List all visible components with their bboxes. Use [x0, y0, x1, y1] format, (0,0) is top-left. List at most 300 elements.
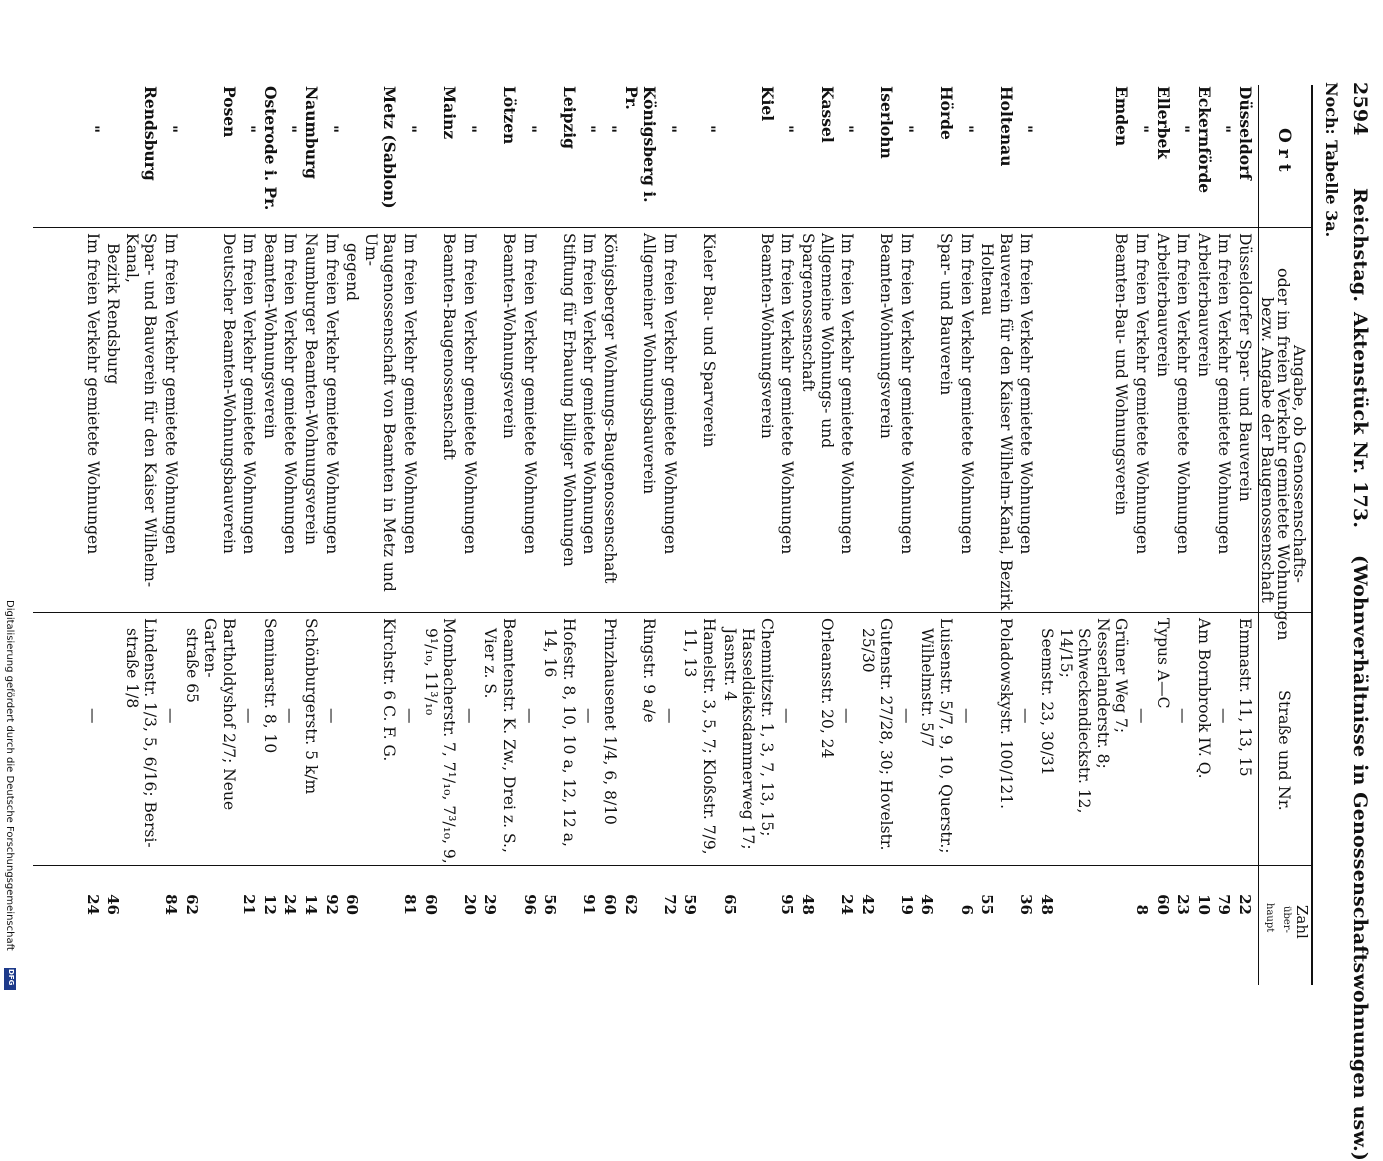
ort-cell: Holtenau — [996, 86, 1016, 167]
angabe-cell — [459, 227, 480, 612]
angabe-cell — [579, 227, 600, 612]
ort-cell: " — [957, 125, 977, 134]
ort-cell: " — [660, 125, 680, 134]
zahl-cell: 12 — [260, 894, 279, 915]
ort-cell: " — [601, 125, 620, 134]
strasse-line: — — [778, 708, 797, 724]
zahl-cell: 48 — [798, 894, 817, 915]
strasse-cell — [1214, 612, 1235, 865]
strasse-cell — [399, 612, 420, 865]
ort-cell: " — [1174, 125, 1194, 134]
strasse-line: Vier z. S. — [481, 628, 500, 699]
ort-cell: " — [778, 125, 798, 134]
strasse-cell — [977, 612, 1016, 865]
ort-cell: Ellerbek — [1153, 86, 1173, 160]
strasse-cell — [599, 612, 620, 865]
angabe-cell — [1214, 227, 1235, 612]
ort-cell: Iserlohn — [877, 86, 897, 159]
angabe-line: Arbeiterbauverein — [1194, 233, 1213, 378]
ort-cell: Kassel — [817, 86, 837, 143]
strasse-line: — — [1174, 708, 1193, 724]
zahl-cell: 95 — [778, 894, 797, 915]
table-row — [896, 85, 917, 985]
ort-cell: Naumburg — [302, 86, 322, 179]
angabe-line: Stiftung für Erbauung billiger Wohnungen — [559, 233, 578, 567]
zahl-cell: 55 — [978, 894, 997, 915]
strasse-line: — — [1017, 708, 1036, 724]
strasse-cell — [519, 612, 540, 865]
strasse-cell — [459, 612, 480, 865]
strasse-line: Grüner Weg 7; Nesserlanderstr. 8; — [1093, 618, 1131, 769]
table-row — [1131, 85, 1152, 985]
page-number: 2594 — [1349, 82, 1371, 136]
header-angabe-line3: bezw. Angabe der Baugenossenschaft — [1258, 297, 1277, 603]
angabe-line: Beamten-Wohnungsverein — [260, 233, 279, 439]
zahl-cell: 24 — [838, 894, 857, 915]
strasse-line: Chemnitzstr. 1, 3, 7, 13, 15; — [757, 618, 776, 837]
zahl-cell: 96 — [520, 894, 539, 915]
angabe-cell — [680, 227, 719, 612]
strasse-line: 14, 16 — [541, 628, 560, 678]
angabe-cell — [977, 227, 1016, 612]
table-row — [519, 85, 540, 985]
ort-cell: " — [240, 125, 260, 134]
strasse-line: — — [401, 708, 420, 724]
angabe-cell — [620, 227, 659, 612]
zahl-cell: 56 — [541, 894, 560, 915]
table-row — [857, 85, 896, 985]
table-row — [620, 85, 659, 985]
table-row — [659, 85, 680, 985]
strasse-line: Poladowskystr. 100/121. — [996, 618, 1015, 810]
header-angabe-line1: Angabe, ob Genossenschafts- — [1290, 345, 1309, 583]
table-row — [1193, 85, 1214, 985]
strasse-cell — [103, 612, 161, 865]
zahl-cell: 62 — [182, 894, 201, 915]
strasse-cell — [1036, 612, 1131, 865]
strasse-line: straße 65 — [182, 628, 201, 704]
table-row — [103, 85, 161, 985]
zahl-cell: 6 — [957, 904, 976, 915]
ort-cell: Metz (Sablon) — [380, 86, 400, 209]
ort-cell: " — [1017, 125, 1037, 134]
table-row — [301, 85, 322, 985]
table-row — [797, 85, 836, 985]
table-row — [259, 85, 280, 985]
ort-cell: " — [520, 125, 540, 134]
strasse-cell — [857, 612, 896, 865]
angabe-cell — [896, 227, 917, 612]
angabe-line: Allgemeiner Wohnungsbauverein — [640, 233, 659, 495]
zahl-cell: 84 — [161, 894, 180, 915]
header-ueberhaupt-2: haupt — [1264, 903, 1275, 933]
angabe-cell — [480, 227, 519, 612]
strasse-line: Am Bornbrook IV. Q. — [1194, 618, 1213, 779]
angabe-line: Beamten-Baugenossenschaft — [440, 233, 459, 461]
zahl-cell: 60 — [1153, 894, 1172, 915]
zahl-cell: 92 — [322, 894, 341, 915]
ort-cell: " — [1215, 125, 1235, 134]
strasse-line: Bartholdyshof 2/7; Neue Garten- — [201, 618, 238, 811]
strasse-line: Wilhelmstr. 5/7 — [918, 628, 937, 748]
angabe-line: Kieler Bau- und Sparverein — [699, 233, 718, 448]
strasse-cell — [1016, 612, 1037, 865]
angabe-line: Im freien Verkehr gemietete Wohnungen — [1174, 233, 1193, 555]
ort-cell: " — [83, 125, 103, 134]
strasse-line: — — [240, 708, 259, 724]
strasse-cell — [956, 612, 977, 865]
angabe-cell — [301, 227, 322, 612]
angabe-cell — [82, 227, 103, 612]
angabe-cell — [1152, 227, 1173, 612]
table-row — [399, 85, 420, 985]
angabe-cell — [857, 227, 896, 612]
strasse-line: Kirchstr. 6 C. F. G. — [380, 618, 399, 762]
angabe-line: Im freien Verkehr gemietete Wohnungen — [897, 233, 916, 555]
table-row — [480, 85, 519, 985]
strasse-line: Typus A—C — [1153, 618, 1172, 709]
journal-title: Reichstag. — [1349, 188, 1371, 303]
zahl-cell: 19 — [897, 894, 916, 915]
ort-cell: " — [699, 125, 719, 134]
angabe-line: Beamten-Wohnungsverein — [500, 233, 519, 439]
ort-cell: Emden — [1112, 86, 1132, 147]
table-row — [239, 85, 260, 985]
zahl-cell: 22 — [1236, 894, 1254, 915]
strasse-cell — [239, 612, 260, 865]
angabe-cell — [917, 227, 956, 612]
angabe-line: Im freien Verkehr gemietete Wohnungen — [161, 233, 180, 555]
strasse-line: 25/30 — [858, 628, 877, 673]
angabe-cell — [321, 227, 342, 612]
zahl-cell: 46 — [104, 894, 123, 915]
strasse-cell — [301, 612, 322, 865]
ort-cell: " — [281, 125, 301, 134]
table-row — [837, 85, 858, 985]
angabe-cell — [519, 227, 540, 612]
strasse-cell — [82, 612, 103, 865]
angabe-line: Im freien Verkehr gemietete Wohnungen — [520, 233, 539, 555]
strasse-line: — — [957, 708, 976, 724]
angabe-cell — [239, 227, 260, 612]
header-zahl: Zahl — [1293, 905, 1311, 939]
ort-cell: Hörde — [937, 86, 957, 140]
strasse-cell — [420, 612, 459, 865]
angabe-line: Spar- und Bauverein für den Kaiser Wilhelm-Kanal, — [122, 233, 160, 588]
strasse-line: Luisenstr. 5/7, 9, 10, Querstr.; — [937, 618, 956, 854]
table-row — [160, 85, 181, 985]
ort-cell: " — [460, 125, 480, 134]
angabe-cell — [259, 227, 280, 612]
zahl-cell: 46 — [918, 894, 937, 915]
table-row — [1036, 85, 1131, 985]
strasse-line: — — [580, 708, 599, 724]
angabe-line: Im freien Verkehr gemietete Wohnungen — [580, 233, 599, 555]
table-row — [599, 85, 620, 985]
angabe-line: gegend — [343, 243, 362, 302]
angabe-cell — [280, 227, 301, 612]
angabe-line: Im freien Verkehr gemietete Wohnungen — [83, 233, 102, 555]
angabe-line: Deutscher Beamten-Wohnungsbauverein — [219, 233, 238, 554]
ort-cell: Lötzen — [500, 86, 520, 145]
dfg-footer — [3, 600, 17, 992]
strasse-line: 11, 13 — [681, 628, 700, 678]
strasse-cell — [579, 612, 600, 865]
zahl-cell: 60 — [421, 894, 440, 915]
ort-cell: Posen — [219, 86, 239, 138]
angabe-line: Naumburger Beamten-Wohnungsverein — [302, 233, 321, 545]
zahl-cell: 65 — [720, 894, 739, 915]
angabe-line: Im freien Verkehr gemietete Wohnungen — [240, 233, 259, 555]
strasse-cell — [160, 612, 181, 865]
zahl-cell: 42 — [858, 894, 877, 915]
strasse-cell — [620, 612, 659, 865]
ort-cell: Düsseldorf — [1236, 86, 1255, 180]
table-row — [579, 85, 600, 985]
angabe-line: Im freien Verkehr gemietete Wohnungen — [660, 233, 679, 555]
strasse-cell — [1131, 612, 1152, 865]
angabe-cell — [103, 227, 161, 612]
table-row — [1173, 85, 1194, 985]
angabe-line: Spar- und Bauverein — [937, 233, 956, 396]
angabe-line: Im freien Verkehr gemietete Wohnungen — [1133, 233, 1152, 555]
strasse-cell — [680, 612, 719, 865]
zahl-cell: 29 — [481, 894, 500, 915]
zahl-cell: 59 — [681, 894, 700, 915]
strasse-line: Mombacherstr. 7, 7¹/₁₀, 7³/₁₀, 9, — [440, 618, 459, 864]
angabe-cell — [837, 227, 858, 612]
strasse-cell — [1234, 612, 1255, 865]
table-row — [342, 85, 400, 985]
table-row — [917, 85, 956, 985]
table-row — [459, 85, 480, 985]
zahl-cell: 62 — [621, 894, 640, 915]
strasse-line: Seminarstr. 8, 10 — [260, 618, 279, 754]
table-row — [82, 85, 103, 985]
angabe-cell — [181, 227, 239, 612]
angabe-cell — [1234, 227, 1255, 612]
strasse-line: — — [322, 708, 341, 724]
angabe-cell — [1173, 227, 1194, 612]
strasse-line: Schönburgerstr. 5 k/m — [302, 618, 321, 795]
table-top-rule — [1311, 85, 1313, 985]
table-subheader: Noch: Tabelle 3a. — [1322, 82, 1341, 238]
zahl-cell: 24 — [281, 894, 300, 915]
angabe-cell — [797, 227, 836, 612]
zahl-cell: 81 — [401, 894, 420, 915]
zahl-cell: 8 — [1133, 904, 1152, 915]
angabe-line: Im freien Verkehr gemietete Wohnungen — [838, 233, 857, 555]
strasse-line: Orleansstr. 20, 24 — [817, 618, 836, 759]
header-ueberhaupt-1: über- — [1281, 906, 1292, 933]
strasse-line: — — [660, 708, 679, 724]
header-strasse: Straße und Nr. — [1275, 690, 1294, 811]
ort-cell: " — [161, 125, 181, 134]
angabe-line: Im freien Verkehr gemietete Wohnungen — [460, 233, 479, 555]
angabe-line: Im freien Verkehr gemietete Wohnungen — [1017, 233, 1036, 555]
ort-cell: " — [401, 125, 421, 134]
angabe-cell — [1036, 227, 1131, 612]
ort-cell: " — [580, 125, 600, 134]
document-number: Aktenstück Nr. 173. — [1349, 312, 1371, 529]
table-row — [1214, 85, 1235, 985]
strasse-cell — [837, 612, 858, 865]
strasse-cell — [917, 612, 956, 865]
strasse-line: Seemstr. 23, 30/31 — [1038, 628, 1057, 776]
angabe-cell — [540, 227, 579, 612]
table-row — [540, 85, 579, 985]
table-row — [321, 85, 342, 985]
strasse-cell — [181, 612, 239, 865]
ort-cell: Königsberg i. Pr. — [621, 86, 660, 203]
angabe-cell — [659, 227, 680, 612]
angabe-cell — [719, 227, 777, 612]
zahl-cell: 24 — [83, 894, 102, 915]
strasse-line: Ringstr. 9 a/e — [640, 618, 659, 723]
angabe-line: Im freien Verkehr gemietete Wohnungen — [322, 233, 341, 555]
strasse-cell — [777, 612, 798, 865]
zahl-cell: 10 — [1194, 894, 1213, 915]
strasse-cell — [321, 612, 342, 865]
dfg-footer-text: Digitalisierung gefördert durch die Deutsche Forschungsgemeinschaft — [4, 600, 15, 951]
table-body — [82, 85, 1255, 985]
angabe-cell — [777, 227, 798, 612]
ort-cell: Rendsburg — [141, 86, 161, 181]
table-row — [280, 85, 301, 985]
ort-cell: Leipzig — [559, 86, 579, 150]
dfg-logo-text: DFG — [7, 969, 15, 986]
strasse-cell — [896, 612, 917, 865]
angabe-line: Bauverein für den Kaiser Wilhelm-Kanal, Bezirk — [996, 233, 1015, 611]
strasse-line: straße 1/8 — [122, 628, 141, 709]
strasse-line: Hofestr. 8, 10, 10 a, 12, 12 a, — [559, 618, 578, 847]
table-row — [1152, 85, 1173, 985]
angabe-cell — [1193, 227, 1214, 612]
strasse-cell — [1152, 612, 1173, 865]
strasse-cell — [797, 612, 836, 865]
table-row — [977, 85, 1016, 985]
strasse-line: Schweckendieckstr. 12, 14/15; — [1056, 628, 1094, 814]
ort-cell: " — [322, 125, 342, 134]
angabe-line: Im freien Verkehr gemietete Wohnungen — [778, 233, 797, 555]
table-row — [420, 85, 459, 985]
angabe-line: Holtenau — [978, 243, 997, 316]
zahl-cell: 60 — [343, 894, 362, 915]
zahl-cell: 23 — [1174, 894, 1193, 915]
zahl-cell: 14 — [302, 894, 321, 915]
angabe-line: Arbeiterbauverein — [1153, 233, 1172, 378]
angabe-line: Allgemeine Wohnungs- und Spargenossenschaft — [798, 233, 836, 449]
angabe-cell — [1016, 227, 1037, 612]
ort-cell: Eckernförde — [1194, 86, 1214, 194]
strasse-line: — — [161, 708, 180, 724]
zahl-cell: 36 — [1017, 894, 1036, 915]
angabe-cell — [1131, 227, 1152, 612]
angabe-line: Im freien Verkehr gemietete Wohnungen — [281, 233, 300, 555]
table-row — [719, 85, 777, 985]
table-row — [1234, 85, 1255, 985]
strasse-line: — — [838, 708, 857, 724]
angabe-line: Beamten-Bau- und Wohnungsverein — [1112, 233, 1131, 516]
angabe-line: Im freien Verkehr gemietete Wohnungen — [401, 233, 420, 555]
strasse-line: — — [83, 708, 102, 724]
strasse-line: Beamtenstr. K. Zw., Drei z. S., — [500, 618, 519, 853]
angabe-line: Im freien Verkehr gemietete Wohnungen — [1215, 233, 1234, 555]
strasse-line: Emmastr. 11, 13, 15 — [1236, 618, 1254, 777]
strasse-cell — [1193, 612, 1214, 865]
dfg-logo — [4, 968, 16, 990]
zahl-cell: 48 — [1038, 894, 1057, 915]
strasse-line: — — [281, 708, 300, 724]
strasse-line: — — [520, 708, 539, 724]
table-row — [777, 85, 798, 985]
angabe-line: Königsberger Wohnungs-Baugenossenschaft — [601, 233, 619, 584]
strasse-line: — — [1133, 708, 1152, 724]
angabe-cell — [342, 227, 400, 612]
strasse-cell — [540, 612, 579, 865]
strasse-cell — [480, 612, 519, 865]
zahl-cell: 21 — [240, 894, 259, 915]
angabe-cell — [599, 227, 620, 612]
strasse-line: — — [1215, 708, 1234, 724]
angabe-cell — [956, 227, 977, 612]
angabe-line: Baugenossenschaft von Beamten in Metz und Um- — [361, 233, 399, 592]
housing-table — [82, 85, 1255, 985]
table-row — [1016, 85, 1037, 985]
table-row — [680, 85, 719, 985]
ort-cell: Osterode i. Pr. — [260, 86, 280, 211]
zahl-cell: 72 — [660, 894, 679, 915]
angabe-line: Beamten-Wohnungsverein — [757, 233, 776, 439]
ort-cell: " — [838, 125, 858, 134]
subject-title: (Wohnverhältnisse in Genossenschaftswohnungen usw.) — [1349, 555, 1371, 1161]
strasse-cell — [342, 612, 400, 865]
angabe-line: Bezirk Rendsburg — [104, 243, 123, 385]
strasse-cell — [259, 612, 280, 865]
header-ort: Ort — [1274, 128, 1294, 178]
table-row — [956, 85, 977, 985]
angabe-line: Beamten-Wohnungsverein — [877, 233, 896, 439]
angabe-cell — [160, 227, 181, 612]
angabe-line: Im freien Verkehr gemietete Wohnungen — [957, 233, 976, 555]
ort-cell: Kiel — [757, 86, 777, 122]
angabe-line: Düsseldorfer Spar- und Bauverein — [1236, 233, 1254, 502]
header-angabe-line2: oder im freien Verkehr gemietete Wohnungen — [1274, 268, 1293, 641]
strasse-line: Jasnstr. 4 — [720, 628, 739, 701]
strasse-line: Gutenstr. 27/28, 30; Hovelstr. — [877, 618, 896, 851]
ort-cell: Mainz — [440, 86, 460, 140]
zahl-cell: 20 — [460, 894, 479, 915]
ort-cell: " — [897, 125, 917, 134]
strasse-line: Hamelstr. 3, 5, 7; Kloßstr. 7/9, — [699, 618, 718, 855]
strasse-line: Hasseldieksdammerweg 17; — [739, 628, 758, 850]
strasse-cell — [280, 612, 301, 865]
strasse-line: — — [897, 708, 916, 724]
strasse-cell — [719, 612, 777, 865]
strasse-cell — [1173, 612, 1194, 865]
angabe-cell — [420, 227, 459, 612]
zahl-cell: 60 — [601, 894, 619, 915]
table-row — [181, 85, 239, 985]
zahl-cell: 79 — [1215, 894, 1234, 915]
strasse-line: Prinzhausenet 1/4, 6, 8/10 — [601, 618, 619, 825]
strasse-line: Lindenstr. 1/3, 5, 6/16; Bersi- — [141, 618, 160, 848]
strasse-line: — — [460, 708, 479, 724]
angabe-cell — [399, 227, 420, 612]
ort-cell: " — [1133, 125, 1153, 134]
strasse-line: 9¹/₁₀, 11³/₁₀ — [421, 628, 440, 716]
zahl-cell: 91 — [580, 894, 599, 915]
